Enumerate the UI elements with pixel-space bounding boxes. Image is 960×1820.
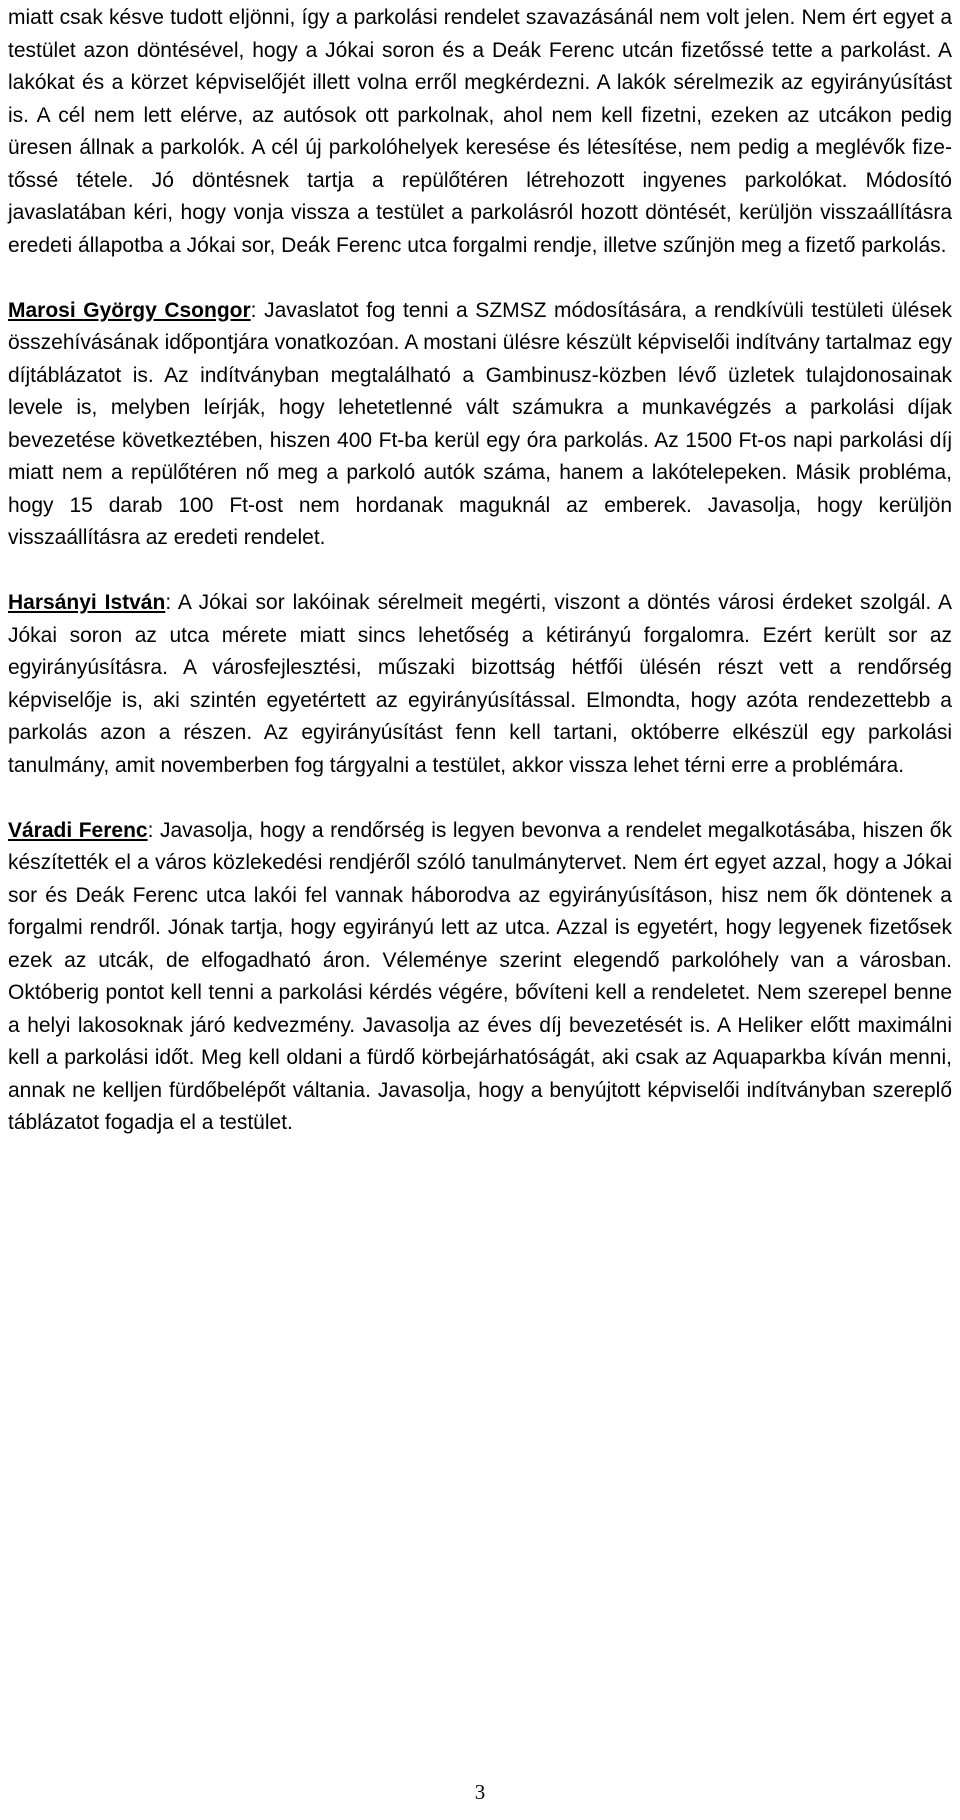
paragraph-text: A Jókai sor lakóinak sérelmeit megérti, viszont a döntés városi érdeket szolgál. A Jókai soron az utca mérete miatt sincs lehetőség a kétirányú forgalomra. Ezért került sor az egyirányúsításra. A városfejlesztési, műszaki bizottság hétfői ülésén részt vett a rendőrség képviselője is, aki szintén egyetértett az egyirányúsítással. Elmondta, hogy azóta rendezettebb a parkolás azon a részen. Az egyirányúsítást fenn kell tartani, októberre elkészül egy parkolási tanulmány, amit novemberben fog tárgyalni a testület, akkor vissza lehet térni erre a problémára. — [8, 591, 952, 777]
paragraph-harsanyi — [8, 587, 952, 782]
paragraph-text: Javaslatot fog tenni a SZMSZ módosítására, a rendkívüli testületi ülések összehívásának időpontjára vonatkozóan. A mostani ülésre készült képviselői indítvány tartalmaz egy díjtáblázatot is. Az indítványban megtalálható a Gambinusz-közben lévő üzletek tulajdonosainak levele is, melyben leírják, hogy lehetetlenné vált számukra a munkavégzés a parkolási díjak bevezetése következtében, hiszen 400 Ft-ba kerül egy óra parkolás. Az 1500 Ft-os napi parkolási díj miatt nem a repülőtéren nő meg a parkoló autók száma, hanem a lakótelepeken. Másik probléma, hogy 15 darab 100 Ft-ost nem hordanak maguknál az emberek. Javasolja, hogy kerüljön visszaállításra az eredeti rendelet. — [8, 298, 952, 549]
speaker-separator: : — [165, 591, 172, 614]
page-number: 3 — [474, 1780, 486, 1804]
speaker-name: Váradi Ferenc — [8, 818, 148, 842]
paragraph-varadi — [8, 815, 952, 1140]
speaker-separator: : — [147, 818, 154, 842]
paragraph-continuation — [8, 2, 952, 262]
speaker-name: Harsányi István — [8, 591, 166, 614]
speaker-separator: : — [250, 298, 257, 322]
paragraph-text: miatt csak késve tudott eljönni, így a parkolási rendelet szavazásánál nem volt jelen. Nem ért egyet a testület azon döntésével, hogy a Jókai soron és a Deák Ferenc utcán fizetőssé tette a parkolást. A lakókat és a körzet képviselőjét illett volna erről megkérdezni. A lakók sérelmezik az egyirányúsítást is. A cél nem lett elérve, az autósok ott parkolnak, ahol nem kell fizetni, ezeken az utcákon pedig üresen állnak a parkolók. A cél új parkolóhelyek keresése és létesítése, nem pedig a meglévők fizetőssé tétele. Jó döntésnek tartja a repülőtéren létrehozott ingyenes parkolókat. Módosító javaslatában kéri, hogy vonja vissza a testület a parkolásról hozott döntését, kerüljön visszaállításra eredeti állapotba a Jókai sor, Deák Ferenc utca forgalmi rendje, illetve szűnjön meg a fizető parkolás. — [8, 6, 952, 257]
paragraph-marosi — [8, 295, 952, 555]
speaker-name: Marosi György Csongor — [8, 298, 251, 322]
paragraph-text: Javasolja, hogy a rendőrség is legyen bevonva a rendelet megalkotásába, hiszen ők készítették el a város közlekedési rendjéről szóló tanulmánytervet. Nem ért egyet azzal, hogy a Jókai sor és Deák Ferenc utca lakói fel vannak háborodva az egyirányúsításon, hisz nem ők döntenek a forgalmi rendről. Jónak tartja, hogy egyirányú lett az utca. Azzal is egyetért, hogy legyenek fizetősek ezek az utcák, de elfogadható áron. Véleménye szerint elegendő parkolóhely van a városban. Októberig pontot kell tenni a parkolási kérdés végére, bővíteni kell a rendeletet. Nem szerepel benne a helyi lakosoknak járó kedvezmény. Javasolja az éves díj bevezetését is. A Heliker előtt maximálni kell a parkolási időt. Meg kell oldani a fürdő körbejárhatóságát, aki csak az Aquaparkba kíván menni, annak ne kelljen fürdőbelépőt váltania. Javasolja, hogy a benyújtott képviselői indítványban szereplő táblázatot fogadja el a testület. — [8, 818, 952, 1134]
